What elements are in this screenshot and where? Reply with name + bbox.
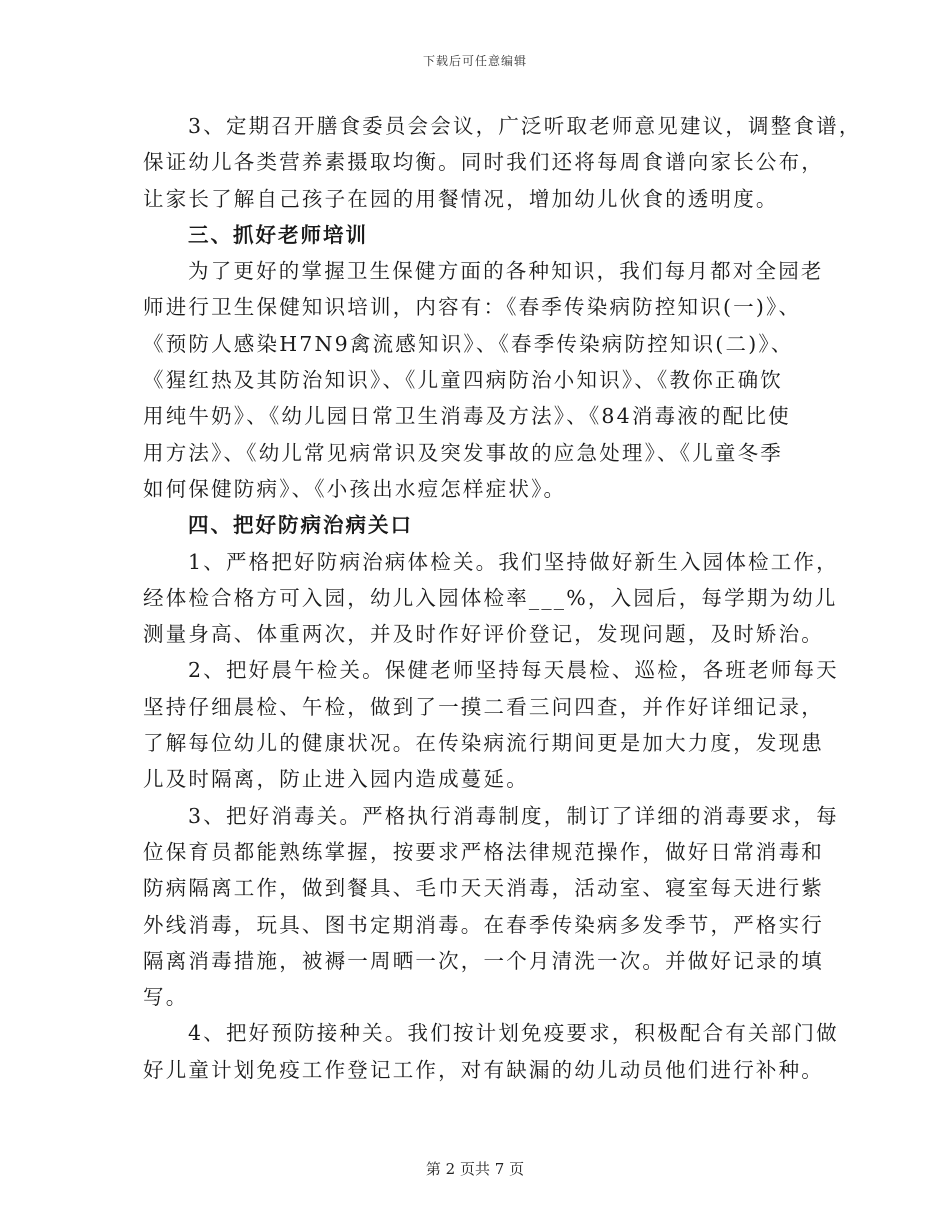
text-line: 了解每位幼儿的健康状况。在传染病流行期间更是加大力度，发现患 (143, 731, 824, 756)
section-heading: 三、抓好老师培训 (188, 222, 368, 247)
text-line: 经体检合格方可入园，幼儿入园体检率___%，入园后，每学期为幼儿 (143, 585, 838, 610)
text-line: 写。 (143, 985, 189, 1010)
text-line: 保证幼儿各类营养素摄取均衡。同时我们还将每周食谱向家长公布， (143, 150, 824, 175)
text-line: 《猩红热及其防治知识》、《儿童四病防治小知识》、《教你正确饮 (143, 368, 783, 393)
text-line: 让家长了解自己孩子在园的用餐情况，增加幼儿伙食的透明度。 (143, 186, 779, 211)
text-line: 位保育员都能熟练掌握，按要求严格法律规范操作，做好日常消毒和 (143, 839, 824, 864)
text-line: 防病隔离工作，做到餐具、毛巾天天消毒，活动室、寝室每天进行紫 (143, 876, 824, 901)
document-body (143, 108, 862, 1088)
page-number: 第 2 页共 7 页 (425, 1160, 525, 1178)
text-line: 测量身高、体重两次，并及时作好评价登记，发现问题，及时矫治。 (143, 622, 824, 647)
text-line: 4、把好预防接种关。我们按计划免疫要求，积极配合有关部门做 (188, 1021, 839, 1046)
text-line: 师进行卫生保健知识培训，内容有：《春季传染病防控知识(一)》、 (143, 295, 802, 320)
text-line: 《预防人感染H7N9禽流感知识》、《春季传染病防控知识(二)》、 (143, 331, 794, 356)
text-line: 外线消毒，玩具、图书定期消毒。在春季传染病多发季节，严格实行 (143, 912, 824, 937)
text-line: 用纯牛奶》、《幼儿园日常卫生消毒及方法》、《84消毒液的配比使 (143, 404, 791, 429)
text-line: 1、严格把好防病治病体检关。我们坚持做好新生入园体检工作， (188, 549, 839, 574)
page-header: 下载后可任意编辑 (422, 54, 527, 68)
text-line: 2、把好晨午检关。保健老师坚持每天晨检、巡检，各班老师每天 (188, 658, 839, 683)
text-line: 隔离消毒措施，被褥一周晒一次，一个月清洗一次。并做好记录的填 (143, 948, 824, 973)
text-line: 为了更好的掌握卫生保健方面的各种知识，我们每月都对全园老 (188, 259, 824, 284)
text-line: 坚持仔细晨检、午检，做到了一摸二看三问四查，并作好详细记录， (143, 694, 824, 719)
text-line: 3、把好消毒关。严格执行消毒制度，制订了详细的消毒要求，每 (188, 803, 839, 828)
section-heading: 四、把好防病治病关口 (188, 513, 413, 538)
text-line: 用方法》、《幼儿常见病常识及突发事故的应急处理》、《儿童冬季 (143, 440, 783, 465)
text-line: 好儿童计划免疫工作登记工作，对有缺漏的幼儿动员他们进行补种。 (143, 1057, 824, 1082)
text-line: 儿及时隔离，防止进入园内造成蔓延。 (143, 767, 529, 792)
text-line: 如何保健防病》、《小孩出水痘怎样症状》。 (143, 476, 567, 501)
text-line: 3、定期召开膳食委员会会议，广泛听取老师意见建议，调整食谱， (188, 114, 862, 138)
